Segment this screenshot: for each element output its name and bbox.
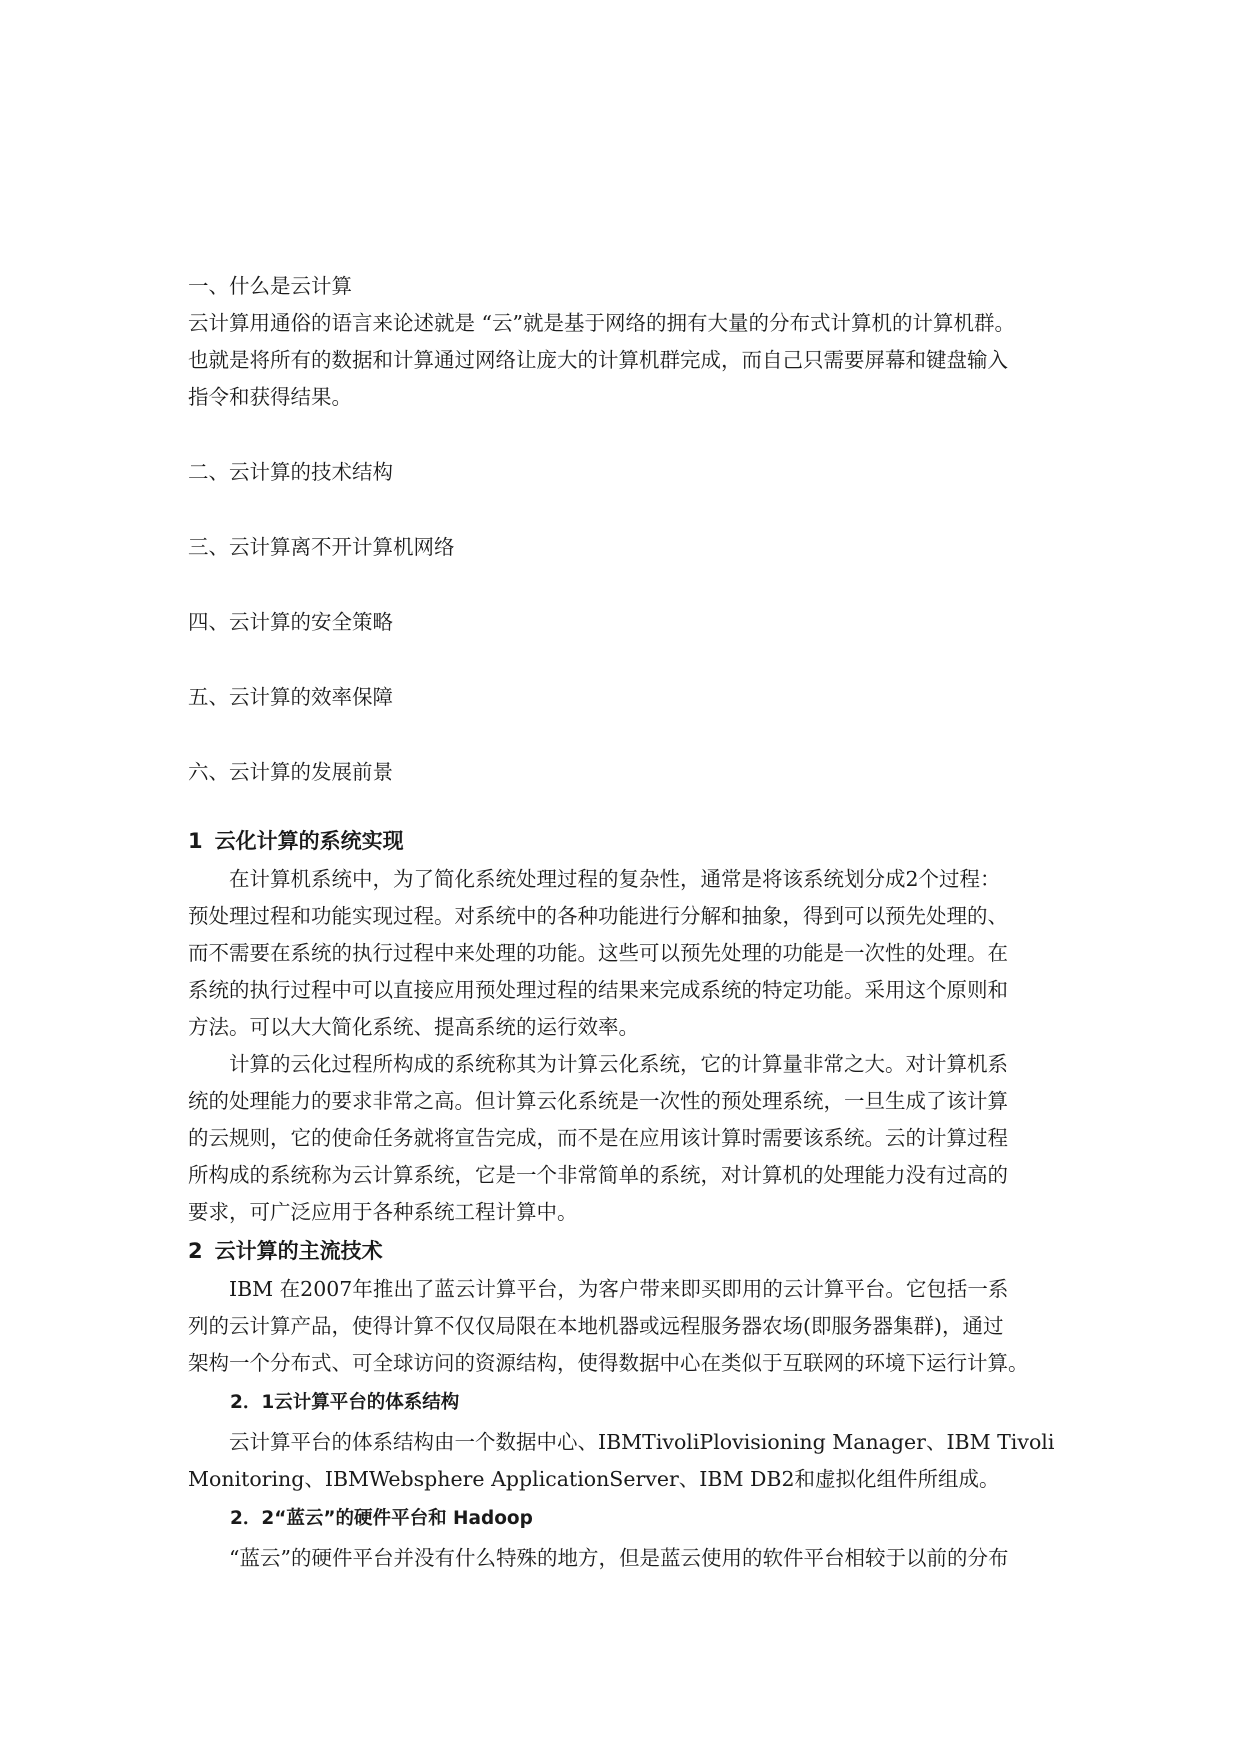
- section-2-line: 架构一个分布式、可全球访问的资源结构，使得数据中心在类似于互联网的环境下运行计算。: [188, 1351, 1029, 1375]
- section-1-line: 系统的执行过程中可以直接应用预处理过程的结果来完成系统的特定功能。采用这个原则和: [188, 978, 1008, 1002]
- section-1-line: 的云规则，它的使命任务就将宣告完成，而不是在应用该计算时需要该系统。云的计算过程: [188, 1126, 1008, 1150]
- section-1-line: 方法。可以大大简化系统、提高系统的运行效率。: [188, 1015, 639, 1039]
- section-2-line: 列的云计算产品，使得计算不仅仅局限在本地机器或远程服务器农场(即服务器集群)，通过: [188, 1314, 1004, 1338]
- outline-item: 二、云计算的技术结构: [188, 460, 393, 484]
- intro-line: 也就是将所有的数据和计算通过网络让庞大的计算机群完成，而自己只需要屏幕和键盘输入: [188, 348, 1008, 372]
- intro-line: 指令和获得结果。: [188, 385, 352, 409]
- section-2-heading: [188, 1231, 1068, 1271]
- subsection-2-2-line: “蓝云”的硬件平台并没有什么特殊的地方，但是蓝云使用的软件平台相较于以前的分布: [229, 1546, 1009, 1570]
- outline-item: 六、云计算的发展前景: [188, 760, 393, 784]
- section-1-line: 预处理过程和功能实现过程。对系统中的各种功能进行分解和抽象，得到可以预先处理的、: [188, 904, 1008, 928]
- section-1-number: 1: [188, 829, 203, 853]
- outline-item: 五、云计算的效率保障: [188, 685, 393, 709]
- subsection-2-2-heading: 2．2“蓝云”的硬件平台和 Hadoop: [230, 1508, 533, 1529]
- subsection-2-1-heading: 2．1云计算平台的体系结构: [230, 1392, 460, 1413]
- subsection-2-1-line: 云计算平台的体系结构由一个数据中心、IBMTivoliPlovisioning Manager、IBM Tivoli: [229, 1430, 1055, 1454]
- section-1-title: 云化计算的系统实现: [214, 829, 404, 853]
- section-1-line: 在计算机系统中，为了简化系统处理过程的复杂性，通常是将该系统划分成2个过程：: [229, 867, 1001, 891]
- outline-item: 四、云计算的安全策略: [188, 610, 393, 634]
- subsection-2-1-line: Monitoring、IBMWebsphere ApplicationServer、IBM DB2和虚拟化组件所组成。: [188, 1467, 1000, 1491]
- section-1-line: 计算的云化过程所构成的系统称其为计算云化系统，它的计算量非常之大。对计算机系: [229, 1052, 1008, 1076]
- intro-line: 云计算用通俗的语言来论述就是 “云”就是基于网络的拥有大量的分布式计算机的计算机群。: [188, 311, 1015, 335]
- document-body: [188, 268, 1068, 1577]
- section-2-number: 2: [188, 1239, 203, 1263]
- outline-item: 三、云计算离不开计算机网络: [188, 535, 455, 559]
- section-1-line: 要求，可广泛应用于各种系统工程计算中。: [188, 1200, 578, 1224]
- section-1-heading: [188, 821, 1068, 861]
- section-1-line: 所构成的系统称为云计算系统，它是一个非常简单的系统，对计算机的处理能力没有过高的: [188, 1163, 1008, 1187]
- section-2-title: 云计算的主流技术: [214, 1239, 383, 1263]
- section-1-line: 而不需要在系统的执行过程中来处理的功能。这些可以预先处理的功能是一次性的处理。在: [188, 941, 1008, 965]
- intro-heading: 一、什么是云计算: [188, 274, 352, 298]
- section-2-line: IBM 在2007年推出了蓝云计算平台，为客户带来即买即用的云计算平台。它包括一系: [229, 1277, 1009, 1301]
- section-1-line: 统的处理能力的要求非常之高。但计算云化系统是一次性的预处理系统，一旦生成了该计算: [188, 1089, 1008, 1113]
